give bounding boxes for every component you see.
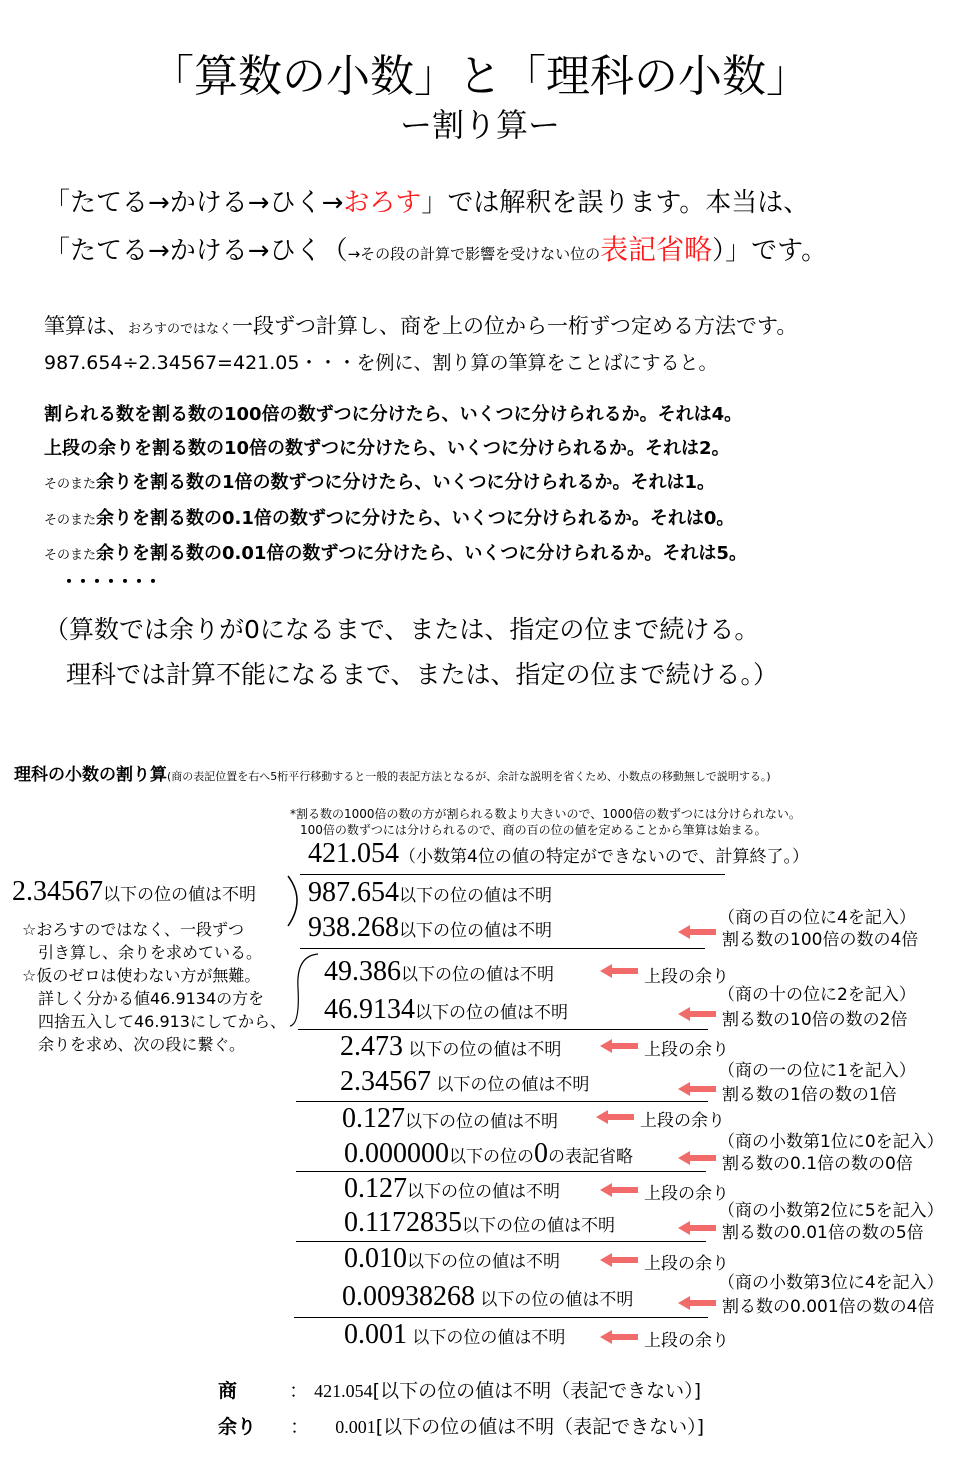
row-value: 46.9134 (324, 994, 415, 1025)
arrow-left-icon (600, 1330, 638, 1344)
quotient-value: 421.054 (308, 838, 399, 869)
row-value: 2.473 (340, 1031, 403, 1062)
para-line-1-a: 筆算は、 (44, 314, 128, 338)
row-value: 0.1172835 (344, 1207, 462, 1238)
section-heading-note: (商の表記位置を右へ5桁平行移動すると一般的表記方法となるが、余計な説明を省くため、小数点の移動無しで説明する。) (167, 770, 771, 783)
row-label: 以下の位の値は不明 (407, 1182, 560, 1202)
section-heading-text: 理科の小数の割り算 (14, 765, 167, 785)
arrow-left-icon (678, 1296, 716, 1310)
row-7-underline (296, 1171, 706, 1172)
result-remainder-value: 0.001 (335, 1417, 376, 1437)
arrow-left-icon (678, 1082, 716, 1096)
row-5-right-1: （商の一の位に1を記入） (718, 1061, 916, 1081)
calc-row-dividend (308, 877, 552, 909)
quotient-colon: ： (289, 1380, 309, 1402)
arrow-left-icon (600, 1183, 638, 1197)
result-quotient (218, 1376, 701, 1403)
row-10-right-1: 上段の余り (644, 1254, 729, 1274)
step-1-text: 割られる数を割る数の100倍の数ずつに分けたら、いくつに分けられるか。それは4。 (44, 404, 743, 425)
remainder-label: 余り (218, 1416, 257, 1438)
intro-line-2 (44, 228, 827, 268)
row-2-right-1: 上段の余り (644, 967, 729, 987)
row-5-right-2: 割る数の1倍の数の1倍 (722, 1085, 897, 1105)
calc-row-5 (340, 1066, 589, 1098)
intro-line-1-a: 「たてる→かける→ひく→ (44, 188, 344, 218)
remainder-colon: ： (290, 1416, 310, 1438)
division-bracket (286, 874, 310, 928)
row-9-right-1: （商の小数第2位に5を記入） (718, 1201, 944, 1221)
arrow-left-icon (678, 925, 716, 939)
row-value: 0.00938268 (342, 1281, 475, 1312)
step-4 (44, 504, 734, 530)
row-label-a: 以下の位の (449, 1147, 534, 1167)
step-5-text: 余りを割る数の0.01倍の数ずつに分けたら、いくつに分けられるか。それは5。 (96, 543, 747, 564)
step-3-prefix: そのまた (44, 477, 97, 492)
row-value: 0.000000 (344, 1138, 449, 1169)
step-1 (44, 400, 742, 426)
row-value: 49.386 (324, 956, 401, 987)
row-label: 以下の位の値は不明 (403, 1040, 562, 1060)
row-label: 以下の位の値は不明 (407, 1252, 560, 1272)
section-heading (14, 760, 771, 785)
row-label: 以下の位の値は不明 (399, 921, 552, 941)
page-title: 「算数の小数」と「理科の小数」 (150, 51, 810, 102)
row-label-zero: 0 (534, 1138, 548, 1169)
calc-row-10 (344, 1243, 560, 1275)
row-11-right-1: （商の小数第3位に4を記入） (718, 1273, 944, 1293)
arrow-left-icon (678, 1151, 716, 1165)
para-line-1 (44, 310, 797, 340)
row-3-right-1: （商の十の位に2を記入） (718, 985, 916, 1005)
side-note-4: 詳しく分かる値46.9134の方を (22, 989, 265, 1008)
intro-highlight-notation: 表記省略 (600, 233, 713, 266)
section-note-2: 100倍の数ずつには分けられるので、商の百の位の値を定めることから筆算は始まる。 (300, 823, 767, 837)
intro-highlight-orosu: おろす (343, 188, 422, 218)
result-quotient-value: 421.054 (314, 1381, 373, 1401)
row-6-right-1: 上段の余り (640, 1111, 725, 1131)
step-4-text: 余りを割る数の0.1倍の数ずつに分けたら、いくつに分けられるか。それは0。 (96, 508, 735, 529)
paren-line-2: 理科では計算不能になるまで、または、指定の位まで続ける。） (66, 660, 779, 689)
row-label: 以下の位の値は不明 (399, 886, 552, 906)
intro-line-1-c: 」では解釈を誤ります。本当は、 (421, 188, 810, 218)
step-2-text: 上段の余りを割る数の10倍の数ずつに分けたら、いくつに分けられるか。それは2。 (44, 438, 730, 459)
calc-row-11 (342, 1281, 633, 1313)
quotient-note: （小数第4位の値の特定ができないので、計算終了。） (399, 847, 809, 867)
step-2 (44, 434, 730, 460)
intro-line-2-d: ）」です。 (712, 236, 828, 266)
intro-line-2-b: →その段の計算で影響を受けない位の (347, 245, 601, 263)
divisor-value: 2.34567 (12, 876, 103, 907)
row-1-underline (300, 948, 705, 949)
calc-row-3 (324, 994, 568, 1026)
page-subtitle: ー割り算ー (399, 106, 560, 144)
result-quotient-note: [以下の位の値は不明（表記できない）] (372, 1380, 701, 1402)
row-label: 以下の位の値は不明 (461, 1216, 615, 1236)
row-label-b: の表記省略 (548, 1147, 633, 1167)
calc-row-7 (344, 1138, 633, 1170)
section-note-1: *割る数の1000倍の数の方が割られる数より大きいので、1000倍の数ずつには分けられない。 (290, 807, 801, 821)
calc-row-6 (342, 1103, 558, 1135)
arrow-left-icon (600, 1253, 638, 1267)
row-value: 987.654 (308, 877, 399, 908)
calc-row-8 (344, 1173, 560, 1205)
row-7-right-1: （商の小数第1位に0を記入） (718, 1132, 944, 1152)
row-value: 0.001 (344, 1319, 407, 1350)
arrow-left-icon (600, 1039, 638, 1053)
row-value: 938.268 (308, 912, 399, 943)
row-4-right-1: 上段の余り (644, 1040, 729, 1060)
result-remainder-note: [以下の位の値は不明（表記できない）] (375, 1416, 705, 1438)
row-9-right-2: 割る数の0.01倍の数の5倍 (722, 1223, 924, 1243)
row-3-right-2: 割る数の10倍の数の2倍 (722, 1010, 908, 1030)
arrow-left-icon (596, 1110, 634, 1124)
row-12-right-1: 上段の余り (644, 1331, 729, 1351)
row-1-right-2: 割る数の100倍の数の4倍 (722, 930, 919, 950)
quotient-line (300, 874, 725, 875)
arrow-left-icon (678, 1221, 716, 1235)
step-5 (44, 539, 747, 565)
row-11-right-2: 割る数の0.001倍の数の4倍 (722, 1297, 935, 1317)
row-label: 以下の位の値は不明 (405, 1112, 558, 1132)
row-9-underline (296, 1241, 706, 1242)
ellipsis-dots: ・・・・・・・ (60, 572, 158, 593)
row-label: 以下の位の値は不明 (407, 1328, 566, 1348)
step-5-prefix: そのまた (44, 548, 97, 563)
paren-line-1: （算数では余りが0になるまで、または、指定の位まで続ける。 (44, 615, 760, 644)
row-label: 以下の位の値は不明 (475, 1290, 634, 1310)
intro-line-2-a: 「たてる→かける→ひく（ (44, 236, 348, 266)
quotient-row (308, 838, 809, 870)
para-line-1-b: おろすのではなく (128, 322, 233, 337)
divisor-label: 以下の位の値は不明 (103, 885, 256, 905)
row-value: 0.010 (344, 1243, 407, 1274)
calc-row-4 (340, 1031, 561, 1063)
intro-line-1 (44, 182, 809, 219)
row-11-underline (294, 1317, 708, 1318)
side-note-6: 余りを求め、次の段に繋ぐ。 (22, 1035, 246, 1054)
side-note-bracket (288, 950, 322, 1030)
para-line-2: 987.654÷2.34567=421.05・・・を例に、割り算の筆算をことばにすると。 (44, 352, 718, 374)
calc-row-9 (344, 1207, 615, 1239)
row-label: 以下の位の値は不明 (401, 965, 554, 985)
calc-row-1 (308, 912, 552, 944)
step-3-text: 余りを割る数の1倍の数ずつに分けたら、いくつに分けられるか。それは1。 (96, 472, 716, 493)
arrow-left-icon (600, 964, 638, 978)
arrow-left-icon (678, 1007, 716, 1021)
row-value: 0.127 (342, 1103, 405, 1134)
step-4-prefix: そのまた (44, 513, 97, 528)
row-3-underline (298, 1029, 708, 1030)
calc-row-2 (324, 956, 554, 988)
row-value: 2.34567 (340, 1066, 431, 1097)
calc-row-12 (344, 1319, 565, 1351)
divisor (12, 876, 256, 908)
side-note-3: ☆仮のゼロは使わない方が無難。 (22, 966, 261, 985)
quotient-label: 商 (218, 1380, 238, 1402)
side-note-5: 四捨五入して46.913にしてから、 (22, 1012, 286, 1031)
row-7-right-2: 割る数の0.1倍の数の0倍 (722, 1154, 913, 1174)
para-line-1-c: 一段ずつ計算し、商を上の位から一桁ずつ定める方法です。 (232, 314, 798, 338)
row-5-underline (296, 1101, 708, 1102)
result-remainder (218, 1412, 704, 1439)
row-label: 以下の位の値は不明 (415, 1003, 568, 1023)
row-label: 以下の位の値は不明 (431, 1075, 590, 1095)
side-note-1: ☆おろすのではなく、一段ずつ (22, 920, 245, 939)
step-3 (44, 468, 715, 494)
row-1-right-1: （商の百の位に4を記入） (718, 908, 916, 928)
side-note-2: 引き算し、余りを求めている。 (22, 943, 263, 962)
row-value: 0.127 (344, 1173, 407, 1204)
row-8-right-1: 上段の余り (644, 1184, 729, 1204)
